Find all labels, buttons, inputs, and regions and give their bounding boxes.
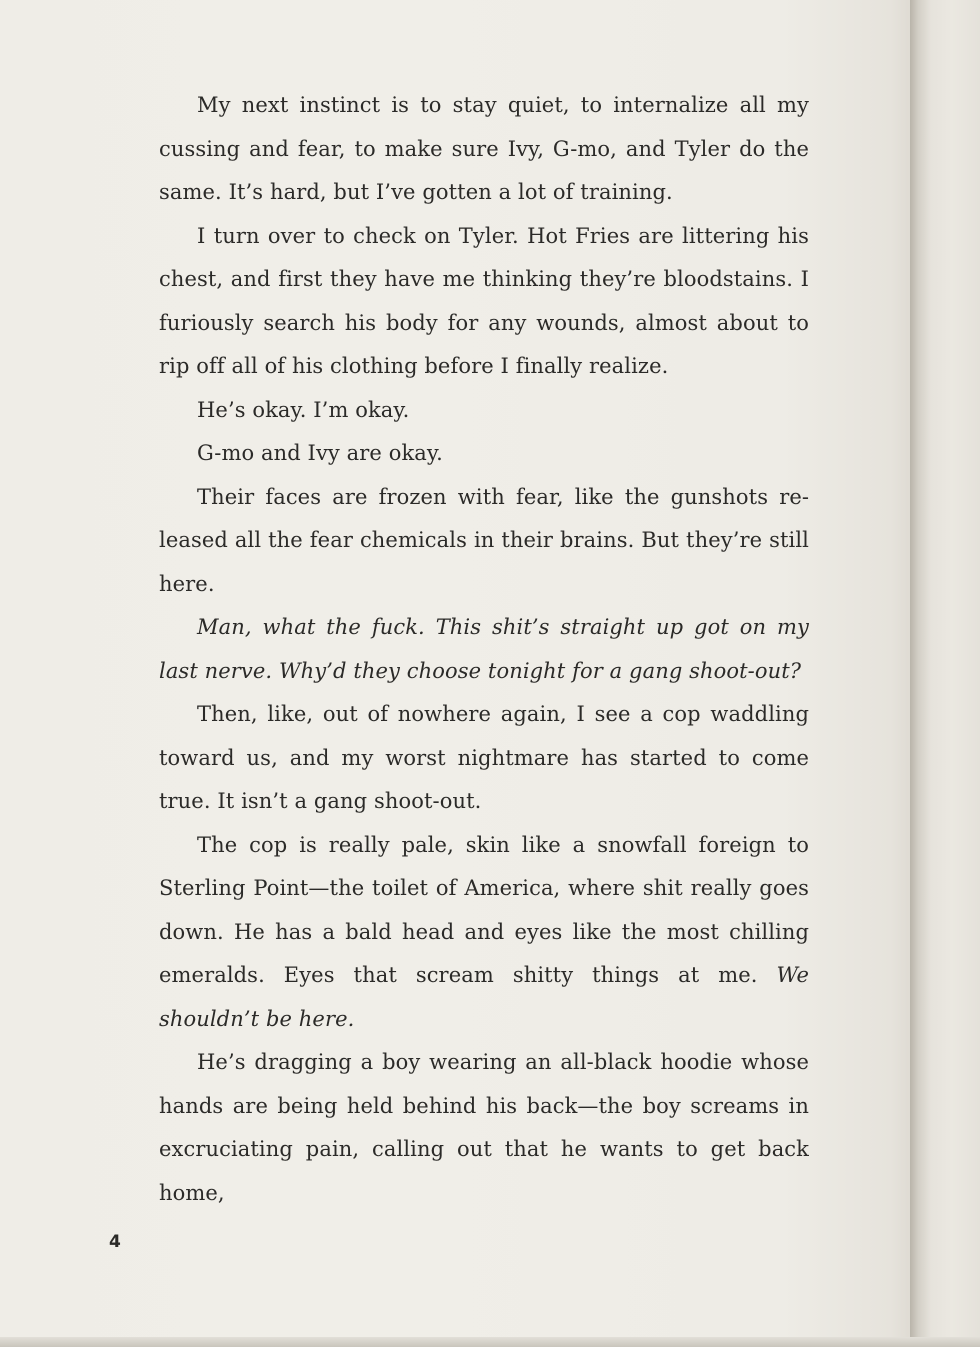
page-number: 4 xyxy=(109,1232,121,1252)
paragraph-3-text: He’s okay. I’m okay. xyxy=(197,397,410,422)
paragraph-1 xyxy=(159,84,809,215)
paragraph-5 xyxy=(159,476,809,607)
paragraph-4 xyxy=(159,432,809,476)
paragraph-7 xyxy=(159,693,809,824)
page-bottom-edge xyxy=(0,1337,980,1347)
paragraph-3 xyxy=(159,389,809,433)
paragraph-2 xyxy=(159,215,809,389)
paragraph-2-text: I turn over to check on Tyler. Hot Fries are littering his chest, and first they have me thinking they’re bloodstains. I furiously search his body for any wounds, almost about to rip off all of his clothing before I finally realize. xyxy=(159,223,809,378)
paragraph-6-text: Man, what the fuck. This shit’s straight up got on my last nerve. Why’d they choose tonight for a gang shoot-out? xyxy=(159,615,809,683)
paragraph-4-text: G-mo and Ivy are okay. xyxy=(197,441,443,465)
paragraph-1-text: My next instinct is to stay quiet, to internalize all my cussing and fear, to make sure Ivy, G-mo, and Tyler do the same. It’s hard, but I’ve gotten a lot of training. xyxy=(159,93,809,204)
paragraph-8 xyxy=(159,824,809,1042)
book-gutter xyxy=(910,0,980,1347)
paragraph-5-text: Their faces are frozen with fear, like the gunshots released all the fear chemicals in their brains. But they’re still here. xyxy=(159,484,809,596)
paragraph-8-italic-text: We shouldn’t be here. xyxy=(159,963,809,1031)
body-text xyxy=(159,84,809,1215)
paragraph-7-text: Then, like, out of nowhere again, I see a cop waddling toward us, and my worst nightmare has started to come true. It isn’t a gang shoot-out. xyxy=(159,702,809,813)
paragraph-8-text: The cop is really pale, skin like a snowfall foreign to Sterling Point—the toilet of America, where shit really goes down. He has a bald head and eyes like the most chilling emeralds. Eyes that scream shitty things at me. xyxy=(159,832,809,987)
paragraph-9-text: He’s dragging a boy wearing an all-black hoodie whose hands are being held behind his back—the boy screams in excruciating pain, calling out that he wants to get back home, xyxy=(159,1050,809,1205)
paragraph-6-italic xyxy=(159,606,809,693)
paragraph-9 xyxy=(159,1041,809,1215)
